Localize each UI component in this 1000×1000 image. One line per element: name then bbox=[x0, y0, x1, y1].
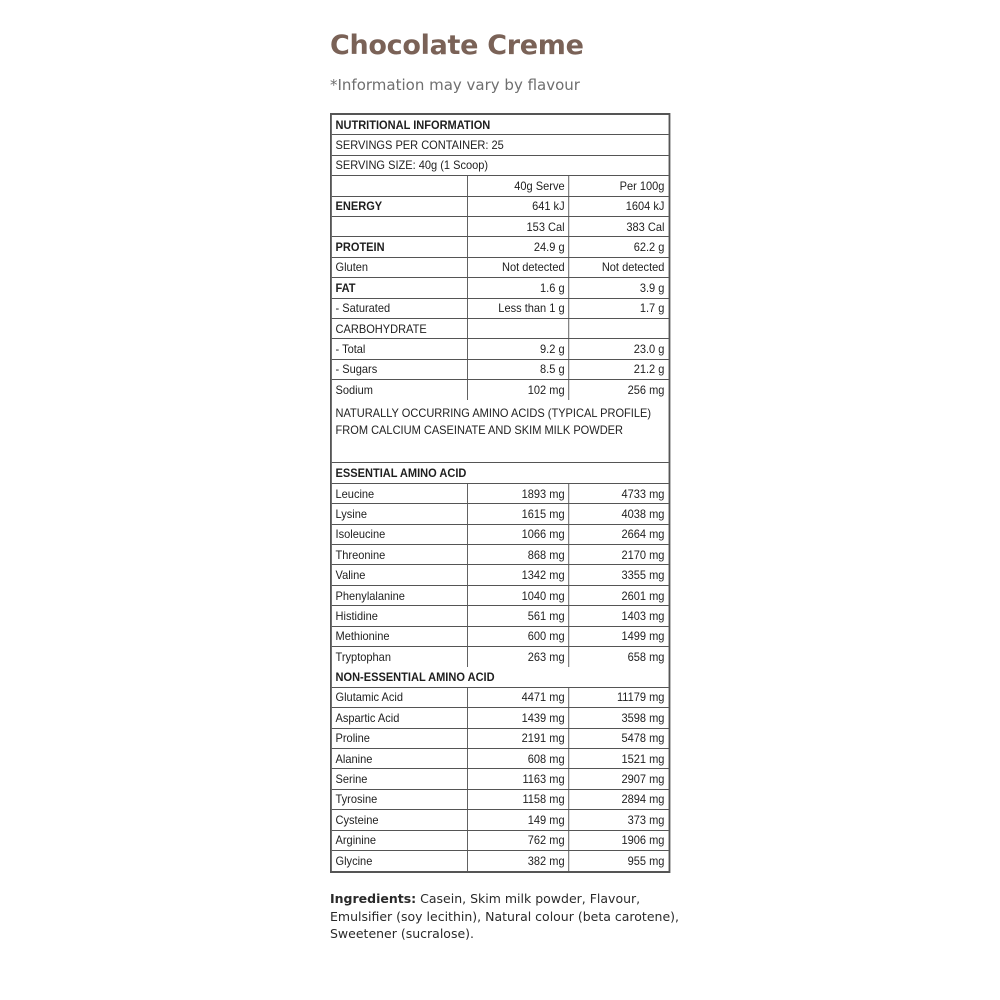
row-label: - Saturated bbox=[332, 299, 468, 318]
nutrient-row bbox=[332, 360, 668, 380]
serving-size: SERVING SIZE: 40g (1 Scoop) bbox=[335, 158, 489, 173]
row-value-per100: 11179 mg bbox=[616, 690, 665, 705]
row-value-serve: 382 mg bbox=[468, 851, 569, 871]
panel-heading-row bbox=[332, 115, 668, 135]
row-value-serve: 24.9 g bbox=[468, 237, 569, 256]
row-label: FAT bbox=[332, 278, 468, 297]
row-value-serve: 1.6 g bbox=[468, 278, 569, 297]
product-title: Chocolate Creme bbox=[330, 30, 584, 61]
column-header-per100: Per 100g bbox=[619, 178, 665, 193]
row-value-serve: 9.2 g bbox=[468, 339, 569, 358]
row-value-serve: 762 mg bbox=[468, 831, 569, 850]
nutrient-row bbox=[332, 299, 668, 319]
row-value-per100: 1604 kJ bbox=[625, 199, 665, 214]
row-value-per100: 1906 mg bbox=[621, 833, 665, 848]
row-value-serve: 102 mg bbox=[468, 380, 569, 400]
row-value-per100: 383 Cal bbox=[626, 219, 665, 234]
row-value-serve: Less than 1 g bbox=[468, 299, 569, 318]
row-value-per100: 4038 mg bbox=[621, 506, 665, 521]
amino-row bbox=[332, 810, 668, 830]
essential-amino-heading: ESSENTIAL AMINO ACID bbox=[335, 466, 467, 481]
row-value-per100: 1499 mg bbox=[621, 629, 665, 644]
row-label: Methionine bbox=[332, 627, 468, 646]
servings-per-container: SERVINGS PER CONTAINER: 25 bbox=[335, 138, 504, 153]
amino-row bbox=[332, 586, 668, 606]
row-label: Valine bbox=[332, 565, 468, 584]
nutrient-row bbox=[332, 380, 668, 400]
row-label: Leucine bbox=[332, 484, 468, 503]
row-label: Aspartic Acid bbox=[332, 708, 468, 727]
row-value-serve: 263 mg bbox=[468, 647, 569, 667]
nutrient-row bbox=[332, 217, 668, 237]
row-value-per100: 2601 mg bbox=[621, 588, 665, 603]
serving-size-row bbox=[332, 156, 668, 176]
row-label: Gluten bbox=[332, 258, 468, 277]
ingredients-text: Casein, Skim milk powder, Flavour, Emulsifier (soy lecithin), Natural colour (beta carotene), Sweetener (sucralose). bbox=[330, 891, 679, 941]
row-label: ENERGY bbox=[332, 197, 468, 216]
row-label: Histidine bbox=[332, 606, 468, 625]
nutrition-panel bbox=[330, 113, 670, 873]
row-value-per100: Not detected bbox=[601, 260, 665, 275]
essential-amino-rows bbox=[332, 484, 668, 668]
row-value-serve: 1158 mg bbox=[468, 790, 569, 809]
column-header-name bbox=[332, 176, 468, 195]
row-value-serve: 149 mg bbox=[468, 810, 569, 829]
row-value-per100 bbox=[569, 319, 668, 338]
row-value-serve: Not detected bbox=[468, 258, 569, 277]
ingredients-label: Ingredients: bbox=[330, 891, 417, 906]
essential-heading-row bbox=[332, 463, 668, 483]
nutrient-row bbox=[332, 258, 668, 278]
row-label: Glycine bbox=[332, 851, 468, 871]
row-value-serve: 8.5 g bbox=[468, 360, 569, 379]
row-value-per100: 2894 mg bbox=[621, 792, 665, 807]
nonessential-heading-row bbox=[332, 667, 668, 687]
row-value-per100: 21.2 g bbox=[633, 362, 665, 377]
amino-row bbox=[332, 484, 668, 504]
row-value-per100: 3.9 g bbox=[639, 280, 665, 295]
row-value-serve: 868 mg bbox=[468, 545, 569, 564]
amino-row bbox=[332, 545, 668, 565]
row-label: Sodium bbox=[332, 380, 468, 400]
row-value-serve: 1615 mg bbox=[468, 504, 569, 523]
row-value-serve: 561 mg bbox=[468, 606, 569, 625]
row-value-serve: 1342 mg bbox=[468, 565, 569, 584]
ingredients-block bbox=[330, 890, 700, 943]
nutrient-row bbox=[332, 237, 668, 257]
column-header-serve: 40g Serve bbox=[468, 176, 569, 195]
amino-row bbox=[332, 647, 668, 667]
row-label: Isoleucine bbox=[332, 525, 468, 544]
row-label: - Sugars bbox=[332, 360, 468, 379]
nonessential-amino-heading: NON-ESSENTIAL AMINO ACID bbox=[335, 670, 495, 685]
panel-heading: NUTRITIONAL INFORMATION bbox=[335, 117, 491, 132]
row-label: Lysine bbox=[332, 504, 468, 523]
row-value-serve: 1066 mg bbox=[468, 525, 569, 544]
amino-row bbox=[332, 606, 668, 626]
row-value-per100: 3355 mg bbox=[621, 568, 665, 583]
row-value-serve: 1439 mg bbox=[468, 708, 569, 727]
row-value-serve: 1163 mg bbox=[468, 769, 569, 788]
amino-row bbox=[332, 627, 668, 647]
amino-row bbox=[332, 790, 668, 810]
amino-row bbox=[332, 769, 668, 789]
amino-note-row bbox=[332, 400, 668, 463]
row-value-serve: 1893 mg bbox=[468, 484, 569, 503]
nutrient-row bbox=[332, 319, 668, 339]
row-value-per100: 4733 mg bbox=[621, 486, 665, 501]
row-label: Cysteine bbox=[332, 810, 468, 829]
row-label: Arginine bbox=[332, 831, 468, 850]
amino-row bbox=[332, 688, 668, 708]
amino-row bbox=[332, 504, 668, 524]
row-value-serve: 641 kJ bbox=[468, 197, 569, 216]
row-value-per100: 658 mg bbox=[627, 650, 665, 665]
nonessential-amino-rows bbox=[332, 688, 668, 872]
amino-row bbox=[332, 831, 668, 851]
row-value-per100: 373 mg bbox=[627, 812, 665, 827]
row-label: CARBOHYDRATE bbox=[332, 319, 468, 338]
row-label bbox=[332, 217, 468, 236]
amino-source-note: NATURALLY OCCURRING AMINO ACIDS (TYPICAL PROFILE) FROM CALCIUM CASEINATE AND SKIM MILK POWDER bbox=[335, 406, 652, 438]
nutrient-row bbox=[332, 339, 668, 359]
row-value-per100: 1521 mg bbox=[621, 751, 665, 766]
row-value-serve: 2191 mg bbox=[468, 729, 569, 748]
nutrient-row bbox=[332, 278, 668, 298]
row-value-serve: 608 mg bbox=[468, 749, 569, 768]
row-label: Proline bbox=[332, 729, 468, 748]
row-label: - Total bbox=[332, 339, 468, 358]
row-value-per100: 2170 mg bbox=[621, 547, 665, 562]
row-label: Phenylalanine bbox=[332, 586, 468, 605]
flavour-note: *Information may vary by flavour bbox=[330, 76, 580, 94]
row-label: Alanine bbox=[332, 749, 468, 768]
amino-row bbox=[332, 525, 668, 545]
row-label: Tyrosine bbox=[332, 790, 468, 809]
row-value-serve: 1040 mg bbox=[468, 586, 569, 605]
row-value-per100: 256 mg bbox=[627, 383, 665, 398]
row-value-per100: 23.0 g bbox=[633, 341, 665, 356]
amino-row bbox=[332, 708, 668, 728]
amino-row bbox=[332, 851, 668, 871]
row-label: Serine bbox=[332, 769, 468, 788]
row-value-serve: 4471 mg bbox=[468, 688, 569, 707]
row-value-serve: 153 Cal bbox=[468, 217, 569, 236]
nutrient-rows bbox=[332, 197, 668, 401]
servings-row bbox=[332, 135, 668, 155]
amino-row bbox=[332, 565, 668, 585]
row-value-per100: 2907 mg bbox=[621, 772, 665, 787]
row-value-per100: 1.7 g bbox=[639, 301, 665, 316]
row-label: Glutamic Acid bbox=[332, 688, 468, 707]
row-value-per100: 2664 mg bbox=[621, 527, 665, 542]
row-label: Tryptophan bbox=[332, 647, 468, 667]
row-value-per100: 5478 mg bbox=[621, 731, 665, 746]
row-value-per100: 1403 mg bbox=[621, 608, 665, 623]
row-value-per100: 3598 mg bbox=[621, 710, 665, 725]
row-value-serve bbox=[468, 319, 569, 338]
column-header-row bbox=[332, 176, 668, 196]
amino-row bbox=[332, 729, 668, 749]
amino-row bbox=[332, 749, 668, 769]
row-label: Threonine bbox=[332, 545, 468, 564]
row-value-serve: 600 mg bbox=[468, 627, 569, 646]
row-value-per100: 955 mg bbox=[627, 854, 665, 869]
row-value-per100: 62.2 g bbox=[633, 240, 665, 255]
nutrient-row bbox=[332, 197, 668, 217]
row-label: PROTEIN bbox=[332, 237, 468, 256]
